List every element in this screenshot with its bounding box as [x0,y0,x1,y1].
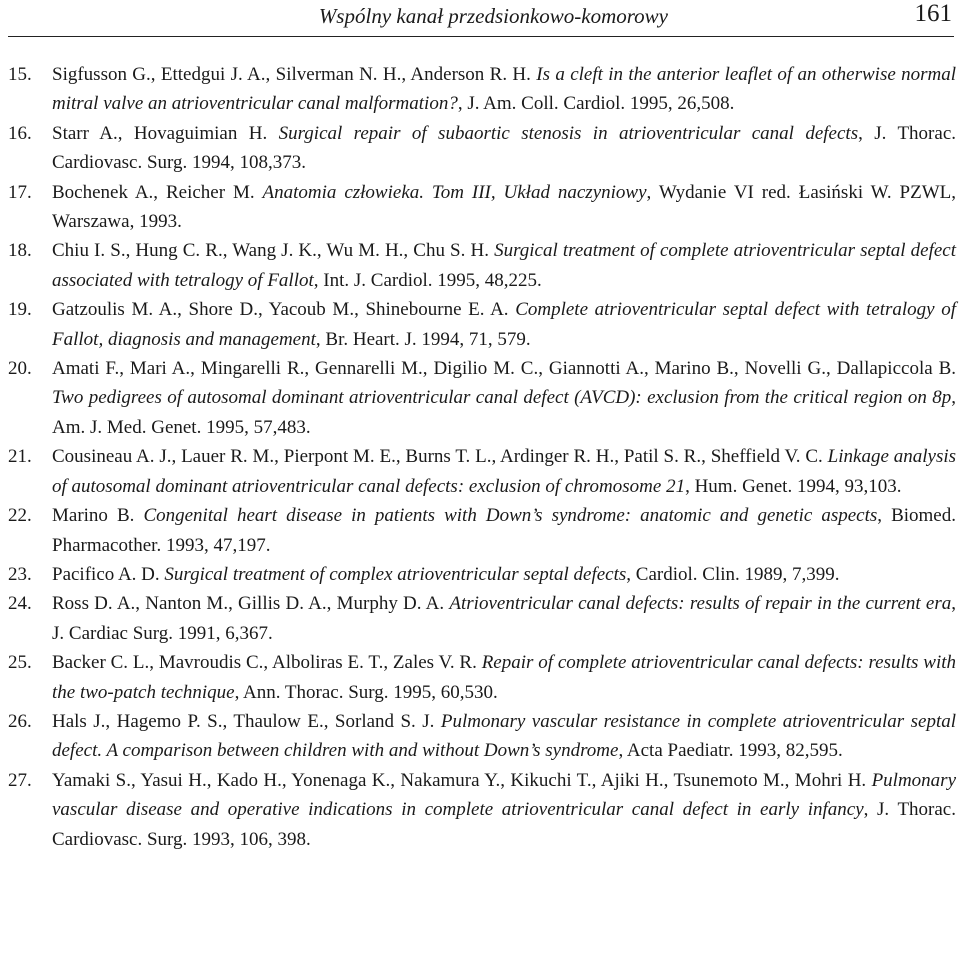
reference-text [52,236,956,295]
reference-number: 24. [8,593,32,615]
reference-number: 19. [8,299,32,321]
reference-text [52,178,956,237]
reference-item [8,60,956,119]
reference-source: , Hum. Genet. 1994, 93,103. [685,475,902,497]
reference-number: 25. [8,652,32,674]
reference-item [8,648,956,707]
reference-number: 18. [8,240,32,262]
reference-source: , J. Thorac. Cardiovasc. Surg. 1993, 106, 398. [52,799,956,850]
running-title: Wspólny kanał przedsionkowo-komorowy [318,4,668,28]
reference-title: Surgical repair of subaortic stenosis in atrioventricular canal defects [278,122,859,144]
reference-source: , J. Cardiac Surg. 1991, 6,367. [52,593,957,644]
reference-number: 22. [8,505,32,527]
reference-text [52,354,956,442]
reference-item [8,560,956,589]
reference-text [52,766,956,854]
reference-item [8,442,956,501]
reference-authors: Gatzoulis M. A., Shore D., Yacoub M., Shinebourne E. A. [52,299,509,321]
reference-authors: Cousineau A. J., Lauer R. M., Pierpont M. E., Burns T. L., Ardinger R. H., Patil S. R., Sheffield V. C. [52,446,823,468]
reference-number: 21. [8,446,32,468]
reference-authors: Marino B. [52,505,135,527]
reference-source: , Acta Paediatr. 1993, 82,595. [618,740,843,762]
reference-authors: Sigfusson G., Ettedgui J. A., Silverman N. H., Anderson R. H. [52,64,531,85]
reference-text [52,442,956,501]
reference-text [52,560,956,589]
reference-source: , Br. Heart. J. 1994, 71, 579. [315,328,531,350]
reference-authors: Backer C. L., Mavroudis C., Alboliras E. T., Zales V. R. [52,652,477,674]
reference-list [8,60,956,854]
reference-title: Pulmonary vascular disease and operative indications in complete atrioventricular canal defect in early infancy [52,769,957,821]
reference-item [8,354,956,442]
reference-title: Complete atrioventricular septal defect with tetralogy of Fallot, diagnosis and management [52,299,957,350]
reference-title: Repair of complete atrioventricular canal defects: results with the two-patch technique [52,652,956,703]
reference-item [8,501,956,560]
reference-number: 27. [8,769,32,791]
reference-item [8,295,956,354]
reference-authors: Chiu I. S., Hung C. R., Wang J. K., Wu M. H., Chu S. H. [52,240,489,262]
reference-authors: Hals J., Hagemo P. S., Thaulow E., Sorland S. J. [52,710,435,732]
reference-authors: Pacifico A. D. [52,563,160,585]
reference-title: Linkage analysis of autosomal dominant atrioventricular canal defects: exclusion of chromosome 21 [52,446,957,497]
reference-number: 16. [8,122,32,144]
reference-text [52,589,956,648]
reference-text [52,501,956,560]
page-header [8,0,954,37]
reference-item [8,766,956,854]
reference-source: , J. Am. Coll. Cardiol. 1995, 26,508. [457,93,735,115]
reference-text [52,648,956,707]
reference-source: , Cardiol. Clin. 1989, 7,399. [626,563,840,585]
reference-title: Is a cleft in the anterior leaflet of an otherwise normal mitral valve an atrioventricular canal malformation? [52,64,957,115]
reference-authors: Amati F., Mari A., Mingarelli R., Gennarelli M., Digilio M. C., Giannotti A., Marino B., Novelli G., Dallapiccola B. [52,358,956,380]
reference-authors: Starr A., Hovaguimian H. [52,122,268,144]
reference-authors: Bochenek A., Reicher M. [52,181,255,203]
reference-item [8,178,956,237]
reference-title: Two pedigrees of autosomal dominant atrioventricular canal defect (AVCD): exclusion from the critical region on 8p [52,387,952,409]
reference-source: , Ann. Thorac. Surg. 1995, 60,530. [234,681,498,703]
reference-number: 15. [8,64,32,85]
reference-authors: Yamaki S., Yasui H., Kado H., Yonenaga K., Nakamura Y., Kikuchi T., Ajiki H., Tsunemoto M., Mohri H. [52,769,867,791]
reference-text [52,295,956,354]
reference-source: , Int. J. Cardiol. 1995, 48,225. [313,269,542,291]
reference-item [8,707,956,766]
reference-source: , Am. J. Med. Genet. 1995, 57,483. [52,387,956,438]
reference-text [52,60,956,119]
reference-number: 23. [8,563,32,585]
reference-title: Anatomia człowieka. Tom III, Układ naczyniowy [262,181,647,203]
reference-item [8,589,956,648]
reference-number: 17. [8,181,32,203]
reference-item [8,236,956,295]
reference-text [52,707,956,766]
reference-number: 26. [8,710,32,732]
reference-source: , J. Thorac. Cardiovasc. Surg. 1994, 108,373. [52,122,957,174]
reference-source: , Biomed. Pharmacother. 1993, 47,197. [52,505,956,556]
reference-source: , Wydanie VI red. Łasiński W. PZWL, Warszawa, 1993. [52,181,956,233]
reference-title: Surgical treatment of complete atrioventricular septal defect associated with tetralogy of Fallot [52,240,956,291]
reference-title: Congenital heart disease in patients with Down’s syndrome: anatomic and genetic aspects [143,505,878,527]
reference-title: Atrioventricular canal defects: results of repair in the current era [449,593,952,615]
page-number: 161 [914,0,952,27]
reference-authors: Ross D. A., Nanton M., Gillis D. A., Murphy D. A. [52,593,445,615]
reference-number: 20. [8,358,32,380]
reference-text [52,119,956,178]
reference-title: Pulmonary vascular resistance in complete atrioventricular septal defect. A comparison between children with and without Down’s syndrome [52,710,956,762]
reference-title: Surgical treatment of complex atrioventricular septal defects [164,563,627,585]
reference-item [8,119,956,178]
